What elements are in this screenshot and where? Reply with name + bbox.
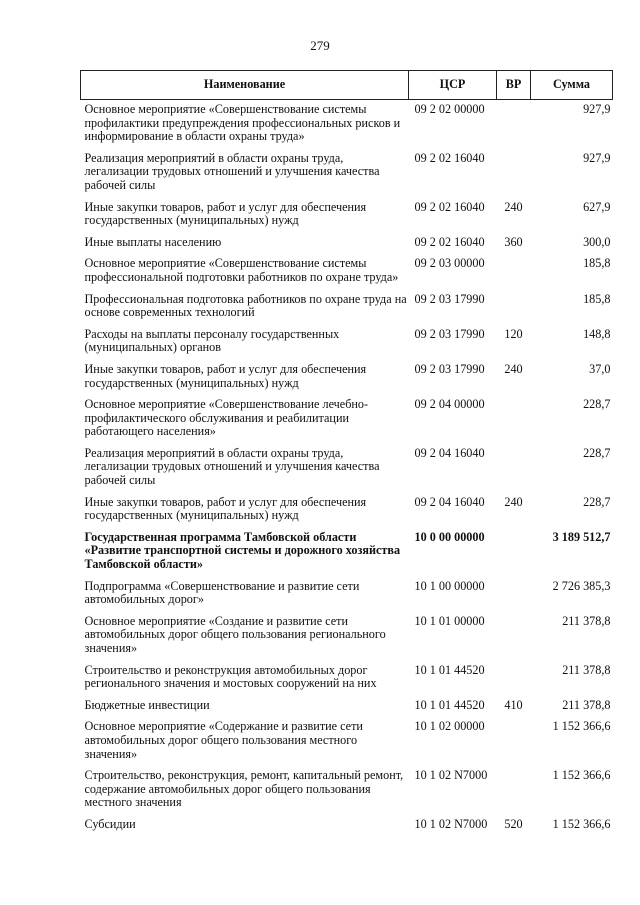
table-row [81,717,613,766]
row-name: Строительство и реконструкция автомобильных дорог регионального значения и мостовых сооружений на них [84,662,377,691]
row-name: Подпрограмма «Совершенствование и развитие сети автомобильных дорог» [84,578,360,607]
row-sum: 185,8 [583,291,611,306]
row-csr: 09 2 03 17990 [414,326,485,341]
table-row [81,612,613,661]
table-row [81,198,613,233]
table-row [81,493,613,528]
row-csr: 09 2 03 17990 [414,291,485,306]
table-row [81,815,613,837]
row-vr [497,395,531,444]
row-vr [497,100,531,149]
row-sum: 3 189 512,7 [552,529,611,544]
row-sum: 211 378,8 [562,697,611,712]
table-row [81,149,613,198]
row-name: Реализация мероприятий в области охраны труда, легализации трудовых отношений и улучшения качества рабочей силы [84,150,380,192]
row-vr: 520 [504,816,523,831]
row-csr: 10 1 00 00000 [414,578,485,593]
row-name: Государственная программа Тамбовской области «Развитие транспортной системы и дорожного хозяйства Тамбовской области» [84,529,401,572]
row-vr: 120 [504,326,523,341]
header-row [81,71,613,100]
row-sum: 37,0 [589,361,611,376]
row-name: Субсидии [84,816,136,831]
header-name: Наименование [81,71,409,100]
row-vr [497,766,531,815]
table-row [81,233,613,255]
row-name: Основное мероприятие «Создание и развитие сети автомобильных дорог общего пользования регионального значения» [84,613,386,655]
row-csr: 10 1 02 00000 [414,719,485,734]
row-sum: 927,9 [583,102,611,116]
row-vr [497,149,531,198]
table-row [81,696,613,718]
row-name: Основное мероприятие «Совершенствование лечебно-профилактического обслуживания и реабилитации работающего населения» [84,397,369,439]
row-vr [497,290,531,325]
table-row [81,100,613,149]
table-row [81,360,613,395]
table-row [81,577,613,612]
row-sum: 1 152 366,6 [552,816,611,831]
row-sum: 211 378,8 [562,662,611,677]
row-vr [497,444,531,493]
row-csr: 09 2 04 16040 [414,445,485,460]
row-sum: 185,8 [583,256,611,271]
row-csr: 10 1 01 44520 [414,697,485,712]
row-name: Иные закупки товаров, работ и услуг для обеспечения государственных (муниципальных) нужд [84,494,367,523]
table-row-program [81,528,613,577]
row-name: Профессиональная подготовка работников по охране труда на основе современных технологий [84,291,407,320]
row-vr: 360 [504,234,523,249]
row-vr: 240 [504,494,523,509]
row-csr: 09 2 03 00000 [414,256,485,271]
table-row [81,325,613,360]
row-name: Основное мероприятие «Совершенствование системы профессиональной подготовки работников по охране труда» [84,256,399,284]
row-sum: 148,8 [583,326,611,341]
table-row [81,766,613,815]
row-csr: 09 2 04 16040 [414,494,485,509]
row-name: Основное мероприятие «Совершенствование системы профилактики предупреждения профессиональных рисков и информирование в области охраны труда» [84,102,401,144]
row-sum: 627,9 [583,199,611,214]
row-name: Строительство, реконструкция, ремонт, капитальный ремонт, содержание автомобильных дорог общего пользования местного значения [84,768,404,810]
row-name: Реализация мероприятий в области охраны труда, легализации трудовых отношений и улучшения качества рабочей силы [84,445,380,488]
header-sum: Сумма [531,71,613,100]
table-row [81,661,613,696]
table-header [81,71,613,100]
row-name: Иные закупки товаров, работ и услуг для обеспечения государственных (муниципальных) нужд [84,199,367,228]
row-csr: 09 2 02 16040 [414,199,485,214]
row-name: Иные закупки товаров, работ и услуг для обеспечения государственных (муниципальных) нужд [84,361,367,390]
row-vr [497,577,531,612]
row-sum: 228,7 [583,494,611,509]
row-sum: 927,9 [583,150,611,165]
header-vr: ВР [497,71,531,100]
row-sum: 211 378,8 [562,613,611,628]
row-sum: 300,0 [583,234,611,249]
row-csr: 10 1 02 N7000 [414,768,488,783]
budget-table [80,70,613,837]
row-csr: 09 2 02 16040 [414,150,485,165]
row-vr [497,612,531,661]
row-sum: 228,7 [583,445,611,460]
header-csr: ЦСР [409,71,497,100]
row-csr: 10 0 00 00000 [414,529,485,544]
row-csr: 10 1 02 N7000 [414,816,488,831]
row-name: Бюджетные инвестиции [84,697,210,712]
table-body [81,100,613,837]
row-name: Иные выплаты населению [84,234,222,249]
table-row [81,395,613,444]
row-csr: 09 2 03 17990 [414,361,485,376]
row-csr: 09 2 02 16040 [414,234,485,249]
row-sum: 1 152 366,6 [552,719,611,734]
row-csr: 09 2 02 00000 [414,102,485,116]
row-sum: 2 726 385,3 [552,578,611,593]
row-vr [497,661,531,696]
row-csr: 09 2 04 00000 [414,397,485,412]
row-csr: 10 1 01 00000 [414,613,485,628]
row-vr: 240 [504,361,523,376]
row-sum: 1 152 366,6 [552,768,611,783]
row-vr: 410 [504,697,523,712]
page-number: 279 [310,38,330,53]
table-row [81,290,613,325]
table-row [81,254,613,289]
row-name: Расходы на выплаты персоналу государственных (муниципальных) органов [84,326,340,355]
row-vr [497,528,531,577]
row-name: Основное мероприятие «Содержание и развитие сети автомобильных дорог общего пользования местного значения» [84,719,363,761]
row-vr [497,717,531,766]
row-sum: 228,7 [583,397,611,412]
row-vr [497,254,531,289]
row-csr: 10 1 01 44520 [414,662,485,677]
row-vr: 240 [504,199,523,214]
table-row [81,444,613,493]
